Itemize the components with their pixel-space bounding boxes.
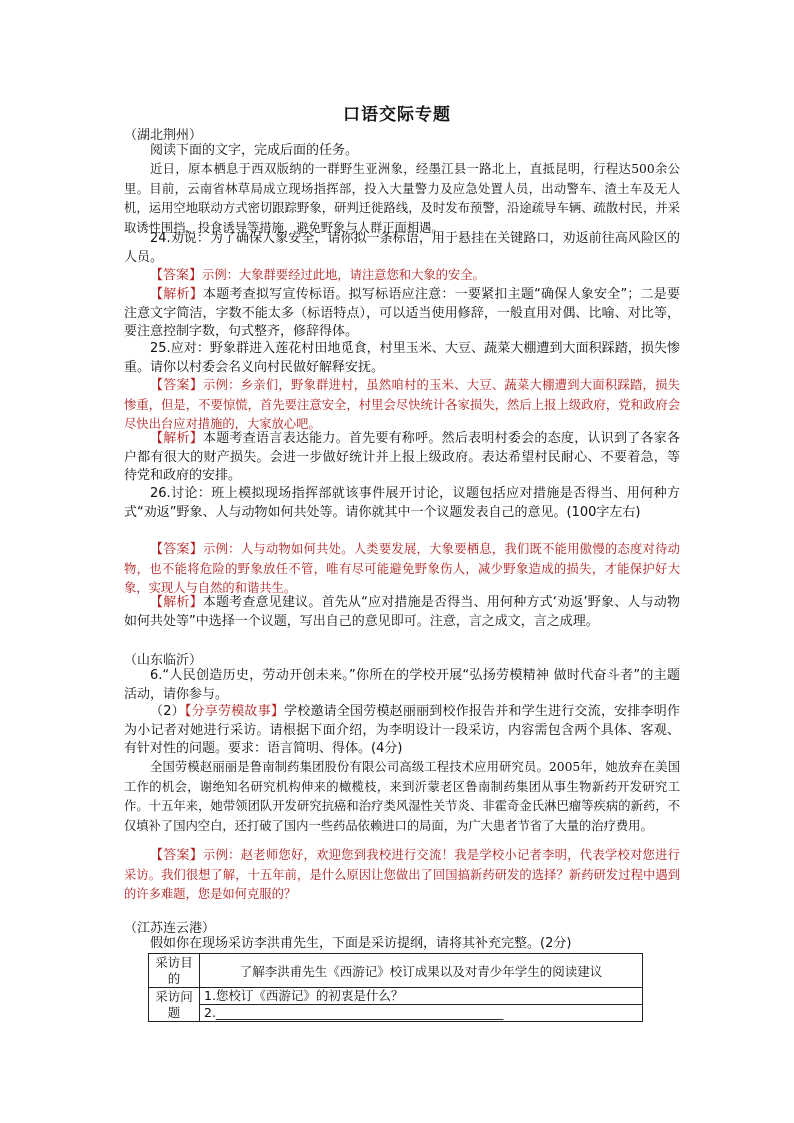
reading-passage-elephants: 近日，原本栖息于西双版纳的一群野生亚洲象，经墨江县一路北上，直抵昆明，行程达500余公里。目前，云南省林草局成立现场指挥部，投入大量警力及应急处置人员，出动警车、渣土车及无人机，运用空地联动方式密切跟踪野象，研判迁徙路线，及时发布预警，沿途疏导车辆、疏散村民，并采取诱性围挡、投食诱导等措施，避免野象与人群正面相遇。: [124, 162, 680, 235]
region-label-shandong: （山东临沂）: [124, 653, 203, 668]
question-26: 26.讨论：班上模拟现场指挥部就该事件展开讨论，议题包括应对措施是否得当、用何种方式“劝返”野象、人与动物如何共处等。请你就其中一个议题发表自己的意见。(100字左右): [124, 486, 680, 520]
instruction-text: 阅读下面的文字，完成后面的任务。: [150, 143, 359, 158]
answer-text: 示例：人与动物如何共处。人类要发展，大象要栖息，我们既不能用傲慢的态度对待动物，也不能将危险的野象放任不管，唯有尽可能避免野象伤人，减少野象造成的损失，才能保护好大象，实现人与自然的和谐共生。: [124, 542, 680, 595]
answer-text: 示例：乡亲们，野象群进村，虽然咱村的玉米、大豆、蔬菜大棚遭到大面积踩踏，损失惨重，但是，不要惊慌，首先要注意安全，村里会尽快统计各家损失，然后上报上级政府，党和政府会尽快出台应对措施的，大家放心吧。: [124, 378, 680, 431]
explanation-text: 本题考查语言表达能力。首先要有称呼。然后表明村委会的态度，认识到了各家各户都有很大的财产损失。会进一步做好统计并上报上级政府。表达希望村民耐心、不要着急，等待党和政府的安排。: [124, 431, 680, 483]
questions-label: 采访问题: [149, 988, 200, 1022]
purpose-cell: 了解李洪甫先生《西游记》校订成果以及对青少年学生的阅读建议: [200, 954, 643, 988]
table-row: [149, 988, 643, 1005]
region-label-hubei: （湖北荆州）: [124, 128, 203, 143]
explanation-text: 本题考查意见建议。首先从“应对措施是否得当、用何种方式‘劝返’野象、人与动物如何共处等”中选择一个议题，写出自己的意见即可。注意，言之成文，言之成理。: [124, 595, 680, 629]
explanation-tag: 【解析】: [150, 287, 203, 302]
explanation-tag: 【解析】: [150, 431, 204, 446]
instruction-text: 假如你在现场采访李洪甫先生，下面是采访提纲，请将其补充完整。(2分): [150, 936, 572, 951]
answer-tag: 【答案】: [150, 848, 204, 863]
answer-tag: 【答案】: [150, 268, 203, 283]
answer-text: 示例：赵老师您好，欢迎您到我校进行交流！我是学校小记者李明，代表学校对您进行采访。我们很想了解，十五年前，是什么原因让您做出了回国搞新药研发的选择？新药研发过程中遇到的许多难题，您是如何克服的？: [124, 848, 680, 901]
page-title: 口语交际专题: [343, 105, 451, 125]
answer-26: [124, 540, 680, 599]
answer-6-2: [124, 846, 680, 905]
table-row: [149, 1005, 643, 1022]
sub-question-tag: 【分享劳模故事】: [184, 704, 285, 719]
question-6: 6.“人民创造历史，劳动开创未来。”你所在的学校开展“弘扬劳模精神 做时代奋斗者”的主题活动，请你参与。: [124, 668, 680, 702]
explanation-tag: 【解析】: [150, 595, 203, 610]
question-2-blank[interactable]: 2.______________________________________________: [200, 1005, 643, 1022]
purpose-label: 采访目的: [149, 954, 200, 988]
sub-question-text: 学校邀请全国劳模赵丽丽到校作报告并和学生进行交流，安排李明作为小记者对她进行采访。请根据下面介绍，为李明设计一段采访，内容需包含两个具体、客观、有针对性的问题。要求：语言简明、得体。(4分): [124, 704, 680, 756]
region-label-jiangsu: （江苏连云港）: [124, 921, 216, 936]
explanation-text: 本题考查拟写宣传标语。拟写标语应注意：一要紧扣主题“确保人象安全”；二是要注意文字简洁，字数不能太多（标语特点），可以适当使用修辞，一般直用对偶、比喻、对比等，要注意控制字数，句式整齐，修辞得体。: [124, 287, 680, 339]
answer-25: [124, 376, 680, 435]
answer-tag: 【答案】: [150, 542, 204, 557]
question-25: 25.应对：野象群进入莲花村田地觅食，村里玉米、大豆、蔬菜大棚遭到大面积踩踏，损失惨重。请你以村委会名义向村民做好解释安抚。: [124, 341, 680, 375]
interview-outline-table: [148, 953, 643, 1022]
explanation-24: [124, 286, 680, 342]
answer-24: [124, 266, 680, 286]
answer-text: 示例：大象群要经过此地，请注意您和大象的安全。: [202, 268, 485, 282]
reading-passage-model-worker: 全国劳模赵丽丽是鲁南制药集团股份有限公司高级工程技术应用研究员。2005年，她放弃在美国工作的机会，谢绝知名研究机构伸来的橄榄枝，来到沂蒙老区鲁南制药集团从事生物新药开发研究工作。十五年来，她带领团队开发研究抗癌和治疗类风湿性关节炎、非霍奇金氏淋巴瘤等疾病的新药，不仅填补了国内空白，还打破了国内一些药品依赖进口的局面，为广大患者节省了大量的治疗费用。: [124, 760, 680, 833]
question-6-2: [124, 703, 680, 759]
explanation-25: [124, 430, 680, 486]
sub-question-number: （2）: [150, 704, 185, 719]
table-row: [149, 954, 643, 988]
question-24: 24.劝说：为了确保人象安全，请你拟一条标语，用于悬挂在关键路口，劝返前往高风险区的人员。: [124, 231, 680, 265]
explanation-26: [124, 594, 680, 631]
answer-tag: 【答案】: [150, 378, 204, 393]
question-1-cell: 1.您校订《西游记》的初衷是什么？: [200, 988, 643, 1005]
